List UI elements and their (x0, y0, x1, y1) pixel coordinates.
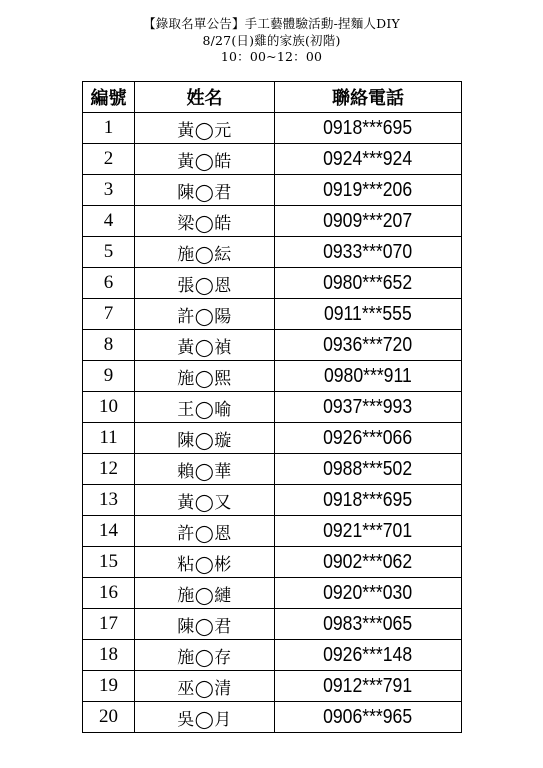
row-number: 12 (83, 454, 135, 485)
row-number: 6 (83, 268, 135, 299)
row-number: 14 (83, 516, 135, 547)
table-row (83, 454, 462, 485)
table-row (83, 702, 462, 733)
participant-name: 黃◯元 (135, 113, 275, 144)
column-header-number: 編號 (83, 82, 135, 113)
participant-name: 吳◯月 (135, 702, 275, 733)
table-row (83, 671, 462, 702)
table-row (83, 206, 462, 237)
contact-phone: 0911***555 (324, 302, 412, 325)
event-time: 10：00~12：00 (220, 49, 323, 64)
contact-phone: 0920***030 (323, 581, 413, 604)
table-row (83, 113, 462, 144)
contact-phone-cell (275, 206, 462, 237)
row-number: 4 (83, 206, 135, 237)
participant-name: 施◯熙 (135, 361, 275, 392)
table-header-row (83, 82, 462, 113)
participant-name: 陳◯璇 (135, 423, 275, 454)
table-row (83, 578, 462, 609)
event-session: 8/27(日)雞的家族(初階) (202, 32, 341, 48)
participant-name: 許◯恩 (135, 516, 275, 547)
contact-phone: 0918***695 (323, 116, 413, 139)
table-row (83, 423, 462, 454)
contact-phone-cell (275, 485, 462, 516)
participant-name: 粘◯彬 (135, 547, 275, 578)
contact-phone: 0933***070 (323, 240, 413, 263)
participant-name: 陳◯君 (135, 175, 275, 206)
announcement-header (0, 16, 543, 66)
participant-name: 黃◯禎 (135, 330, 275, 361)
contact-phone: 0919***206 (323, 178, 413, 201)
contact-phone: 0988***502 (323, 457, 413, 480)
row-number: 16 (83, 578, 135, 609)
row-number: 15 (83, 547, 135, 578)
contact-phone-cell (275, 609, 462, 640)
participant-name: 施◯紜 (135, 237, 275, 268)
table-row (83, 330, 462, 361)
table-row (83, 485, 462, 516)
contact-phone-cell (275, 299, 462, 330)
table-row (83, 175, 462, 206)
participant-name: 許◯陽 (135, 299, 275, 330)
column-header-name: 姓名 (135, 82, 275, 113)
column-header-phone: 聯絡電話 (275, 82, 462, 113)
participant-name: 施◯縺 (135, 578, 275, 609)
contact-phone-cell (275, 423, 462, 454)
contact-phone: 0902***062 (323, 550, 413, 573)
contact-phone-cell (275, 454, 462, 485)
contact-phone: 0980***652 (323, 271, 413, 294)
contact-phone: 0924***924 (323, 147, 413, 170)
participant-name: 黃◯皓 (135, 144, 275, 175)
contact-phone: 0926***148 (323, 643, 413, 666)
contact-phone-cell (275, 547, 462, 578)
row-number: 1 (83, 113, 135, 144)
contact-phone-cell (275, 268, 462, 299)
contact-phone: 0921***701 (323, 519, 413, 542)
participant-name: 梁◯皓 (135, 206, 275, 237)
row-number: 5 (83, 237, 135, 268)
participant-name: 施◯存 (135, 640, 275, 671)
row-number: 9 (83, 361, 135, 392)
participant-name: 張◯恩 (135, 268, 275, 299)
participant-name: 黃◯又 (135, 485, 275, 516)
table-row (83, 268, 462, 299)
contact-phone: 0912***791 (323, 674, 413, 697)
row-number: 10 (83, 392, 135, 423)
row-number: 2 (83, 144, 135, 175)
participant-name: 陳◯君 (135, 609, 275, 640)
table-row (83, 237, 462, 268)
table-row (83, 299, 462, 330)
row-number: 8 (83, 330, 135, 361)
contact-phone-cell (275, 702, 462, 733)
table-row (83, 361, 462, 392)
contact-phone-cell (275, 144, 462, 175)
contact-phone-cell (275, 516, 462, 547)
contact-phone: 0918***695 (323, 488, 413, 511)
contact-phone: 0983***065 (323, 612, 413, 635)
row-number: 7 (83, 299, 135, 330)
contact-phone: 0936***720 (323, 333, 413, 356)
announcement-title: 【錄取名單公告】手工藝體驗活動-捏麵人DIY (143, 16, 400, 31)
contact-phone-cell (275, 113, 462, 144)
row-number: 11 (83, 423, 135, 454)
contact-phone-cell (275, 392, 462, 423)
table-row (83, 392, 462, 423)
table-row (83, 640, 462, 671)
contact-phone: 0937***993 (323, 395, 413, 418)
contact-phone-cell (275, 578, 462, 609)
participant-name: 巫◯清 (135, 671, 275, 702)
row-number: 19 (83, 671, 135, 702)
contact-phone: 0980***911 (324, 364, 412, 387)
admission-list-table (82, 81, 462, 733)
contact-phone-cell (275, 671, 462, 702)
table-row (83, 516, 462, 547)
row-number: 13 (83, 485, 135, 516)
table-row (83, 609, 462, 640)
participant-name: 王◯喻 (135, 392, 275, 423)
row-number: 20 (83, 702, 135, 733)
participant-name: 賴◯華 (135, 454, 275, 485)
row-number: 3 (83, 175, 135, 206)
table-row (83, 144, 462, 175)
contact-phone: 0909***207 (323, 209, 413, 232)
contact-phone-cell (275, 361, 462, 392)
contact-phone: 0906***965 (323, 705, 413, 728)
row-number: 18 (83, 640, 135, 671)
contact-phone-cell (275, 175, 462, 206)
table-body (83, 113, 462, 733)
table-row (83, 547, 462, 578)
contact-phone: 0926***066 (323, 426, 413, 449)
contact-phone-cell (275, 330, 462, 361)
contact-phone-cell (275, 640, 462, 671)
contact-phone-cell (275, 237, 462, 268)
row-number: 17 (83, 609, 135, 640)
